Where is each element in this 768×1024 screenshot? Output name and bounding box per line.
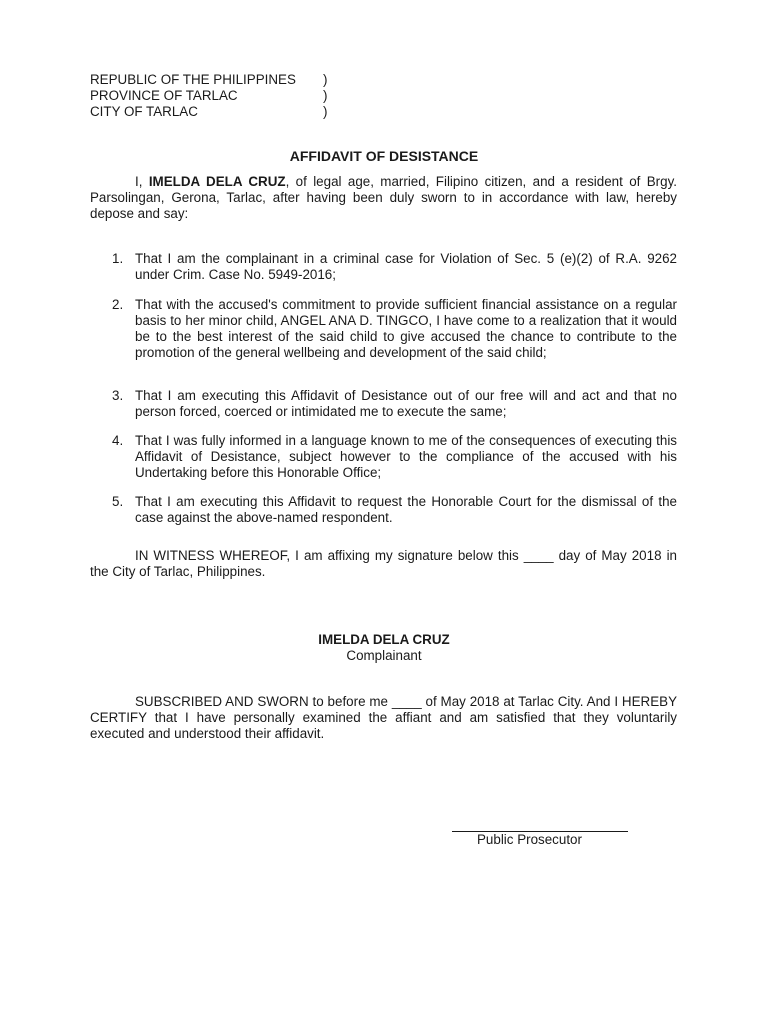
- item-number: 5.: [112, 494, 124, 509]
- list-item: [90, 297, 677, 361]
- jurat-paragraph: SUBSCRIBED AND SWORN to before me ____ of May 2018 at Tarlac City. And I HEREBY CERTIFY that I have personally examined the affiant and am satisfied that they voluntarily executed and understood their affidavit.: [90, 694, 677, 741]
- item-number: 3.: [112, 388, 124, 403]
- item-text: That I am executing this Affidavit of Desistance out of our free will and act and that no person forced, coerced or intimidated me to execute the same;: [135, 388, 677, 419]
- item-number: 4.: [112, 433, 124, 448]
- item-number: 2.: [112, 297, 124, 312]
- venue-block: [90, 72, 327, 120]
- venue-label: CITY OF TARLAC: [90, 104, 198, 119]
- witness-paragraph: IN WITNESS WHEREOF, I am affixing my signature below this ____ day of May 2018 in the City of Tarlac, Philippines.: [90, 548, 677, 579]
- list-item: [90, 433, 677, 481]
- list-item: [90, 388, 677, 420]
- signatory-name: IMELDA DELA CRUZ: [318, 632, 450, 647]
- item-text: That I was fully informed in a language known to me of the consequences of executing this Affidavit of Desistance, subject however to the compliance of the accused with his Undertaking before this Honorable Office;: [135, 433, 677, 480]
- venue-bracket: ): [323, 88, 328, 103]
- item-text: That I am executing this Affidavit to request the Honorable Court for the dismissal of the case against the above-named respondent.: [135, 494, 677, 525]
- venue-bracket: ): [323, 104, 328, 119]
- list-item: [90, 494, 677, 526]
- intro-prefix: I,: [135, 174, 149, 189]
- document-title: AFFIDAVIT OF DESISTANCE: [289, 148, 479, 164]
- list-item: [90, 251, 677, 283]
- prosecutor-label: Public Prosecutor: [477, 832, 582, 847]
- item-number: 1.: [112, 251, 124, 266]
- venue-label: REPUBLIC OF THE PHILIPPINES: [90, 72, 296, 87]
- intro-paragraph: [90, 174, 677, 222]
- venue-bracket: ): [323, 72, 328, 87]
- venue-label: PROVINCE OF TARLAC: [90, 88, 238, 103]
- intro-rest: , of legal age, married, Filipino citizen, and a resident of Brgy. Parsolingan, Gerona, Tarlac, after having been duly sworn to in accordance with law, hereby depose and say:: [90, 174, 677, 221]
- venue-row-city: [90, 104, 327, 120]
- item-text: That with the accused's commitment to provide sufficient financial assistance on a regular basis to her minor child, ANGEL ANA D. TINGCO, I have come to a realization that it would be to the best interest of the said child to give accused the chance to contribute to the promotion of the general wellbeing and development of the said child;: [135, 297, 677, 360]
- signatory-role: Complainant: [346, 648, 422, 663]
- affiant-name: IMELDA DELA CRUZ: [148, 174, 286, 189]
- item-text: That I am the complainant in a criminal case for Violation of Sec. 5 (e)(2) of R.A. 9262 under Crim. Case No. 5949-2016;: [135, 251, 677, 282]
- venue-row-province: [90, 88, 327, 104]
- venue-row-republic: [90, 72, 327, 88]
